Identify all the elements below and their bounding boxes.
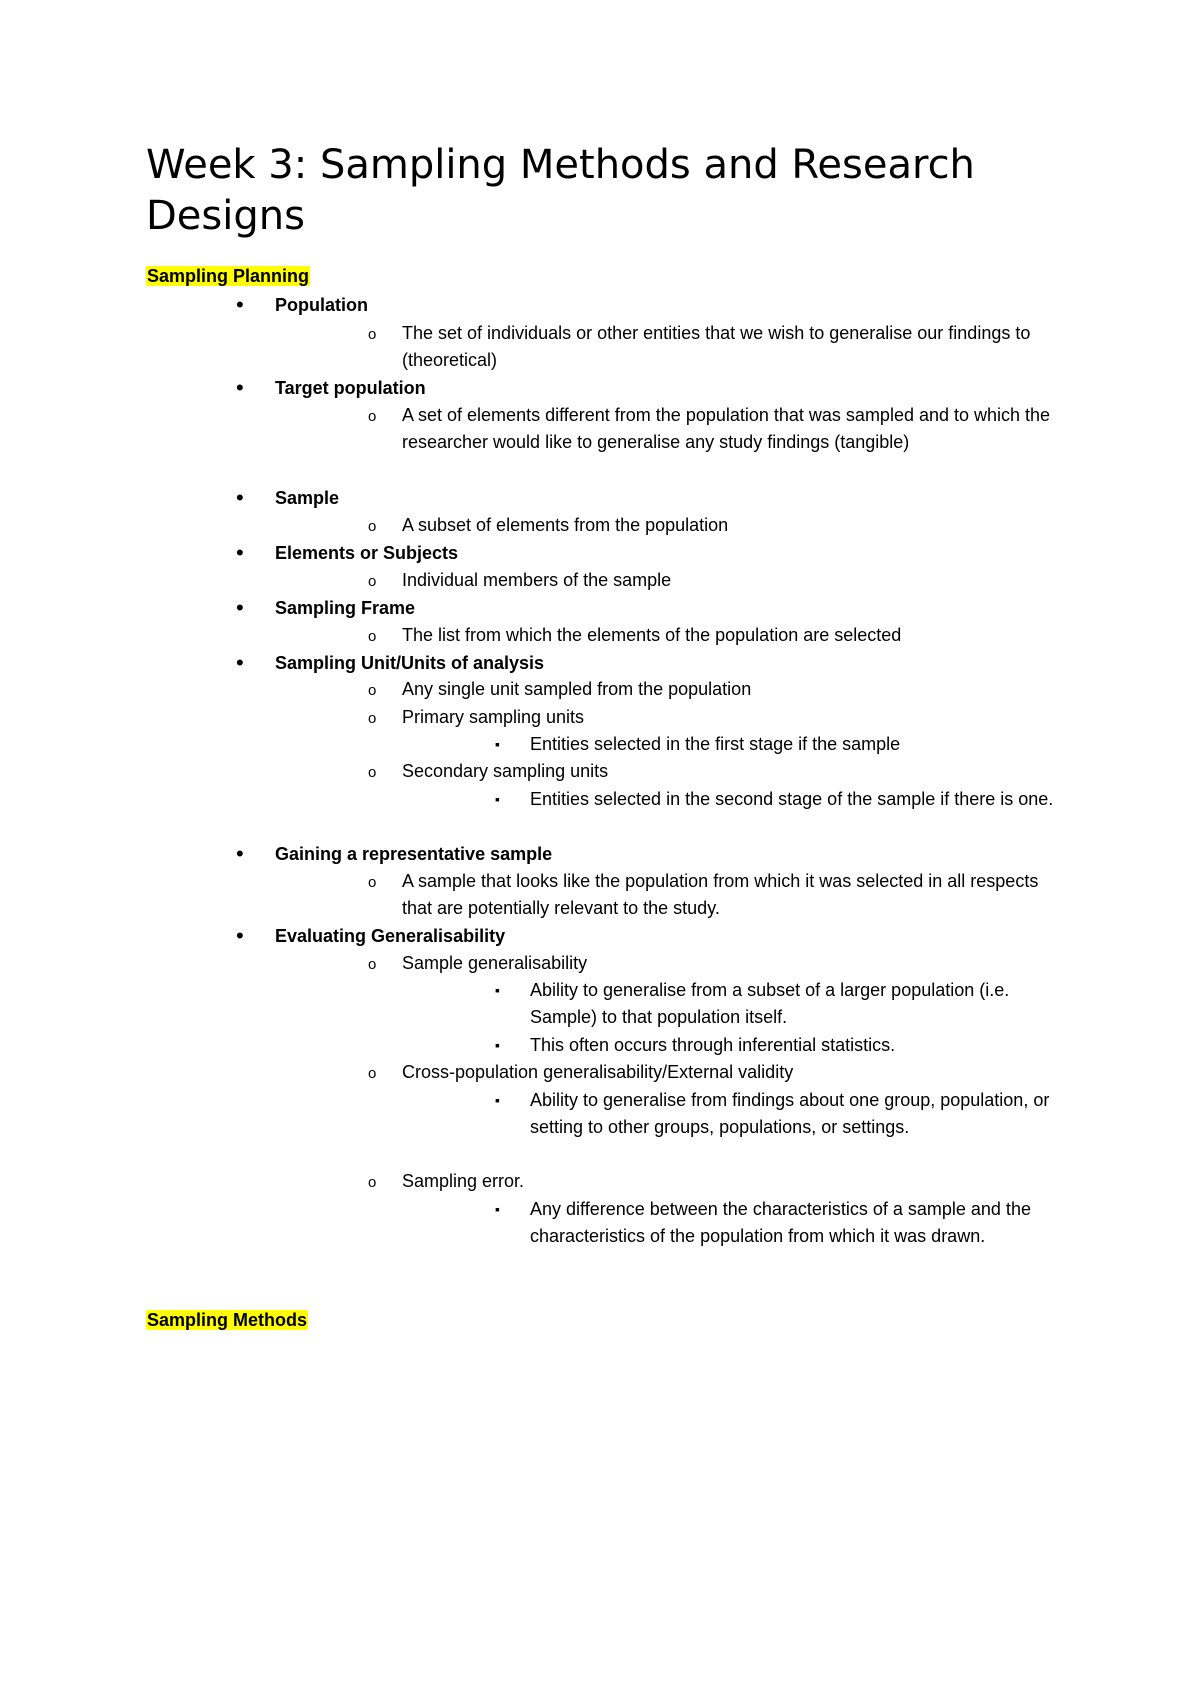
bullet-icon	[236, 539, 244, 568]
section-heading-label: Sampling Methods	[147, 1310, 308, 1330]
detail-text: The set of individuals or other entities that we wish to generalise our findings to (theoretical)	[402, 323, 1031, 370]
circle-bullet-icon	[368, 320, 376, 348]
square-bullet-icon	[495, 1031, 500, 1059]
sub-detail-text: Entities selected in the first stage if the sample	[530, 734, 901, 754]
circle-bullet-icon	[368, 868, 376, 896]
section-heading-sampling-methods	[146, 1308, 308, 1332]
term-label: Sampling Frame	[275, 598, 416, 618]
term-label: Elements or Subjects	[275, 543, 459, 563]
circle-bullet-icon	[368, 512, 376, 540]
section-heading-label: Sampling Planning	[147, 266, 310, 286]
circle-bullet-icon	[368, 950, 376, 978]
page-title: Week 3: Sampling Methods and Research Designs	[146, 142, 975, 239]
sub-detail-text: This often occurs through inferential statistics.	[530, 1035, 896, 1055]
detail-text: Sample generalisability	[402, 953, 588, 973]
section-heading-sampling-planning	[146, 264, 310, 288]
circle-bullet-icon	[368, 622, 376, 650]
square-bullet-icon	[495, 976, 500, 1004]
circle-bullet-icon	[368, 1168, 376, 1196]
circle-bullet-icon	[368, 402, 376, 430]
sub-detail-text: Ability to generalise from a subset of a larger population (i.e. Sample) to that population itself.	[530, 980, 1010, 1027]
square-bullet-icon	[495, 730, 500, 758]
bullet-icon	[236, 374, 244, 403]
sub-detail-text: Ability to generalise from findings about one group, population, or setting to other groups, populations, or settings.	[530, 1090, 1050, 1137]
detail-text: Primary sampling units	[402, 707, 585, 727]
circle-bullet-icon	[368, 676, 376, 704]
circle-bullet-icon	[368, 758, 376, 786]
square-bullet-icon	[495, 1195, 500, 1223]
circle-bullet-icon	[368, 1059, 376, 1087]
detail-text: Cross-population generalisability/External validity	[402, 1062, 794, 1082]
term-label: Population	[275, 295, 368, 315]
term-label: Sample	[275, 488, 340, 508]
sub-detail-text: Entities selected in the second stage of the sample if there is one.	[530, 789, 1054, 809]
bullet-icon	[236, 922, 244, 951]
detail-text: Sampling error.	[402, 1171, 525, 1191]
square-bullet-icon	[495, 1086, 500, 1114]
detail-text: Secondary sampling units	[402, 761, 609, 781]
detail-text: A set of elements different from the population that was sampled and to which the researcher would like to generalise any study findings (tangible)	[402, 405, 1051, 452]
bullet-icon	[236, 291, 244, 320]
detail-text: The list from which the elements of the population are selected	[402, 625, 902, 645]
bullet-icon	[236, 484, 244, 513]
circle-bullet-icon	[368, 567, 376, 595]
term-label: Sampling Unit/Units of analysis	[275, 653, 545, 673]
bullet-icon	[236, 649, 244, 678]
detail-text: Individual members of the sample	[402, 570, 672, 590]
circle-bullet-icon	[368, 704, 376, 732]
detail-text: A subset of elements from the population	[402, 515, 729, 535]
detail-text: A sample that looks like the population from which it was selected in all respects that are potentially relevant to the study.	[402, 871, 1039, 918]
term-label: Gaining a representative sample	[275, 844, 553, 864]
square-bullet-icon	[495, 785, 500, 813]
bullet-icon	[236, 594, 244, 623]
term-label: Evaluating Generalisability	[275, 926, 506, 946]
term-label: Target population	[275, 378, 426, 398]
detail-text: Any single unit sampled from the population	[402, 679, 752, 699]
sub-detail-text: Any difference between the characteristics of a sample and the characteristics of the population from which it was drawn.	[530, 1199, 1031, 1246]
bullet-icon	[236, 840, 244, 869]
